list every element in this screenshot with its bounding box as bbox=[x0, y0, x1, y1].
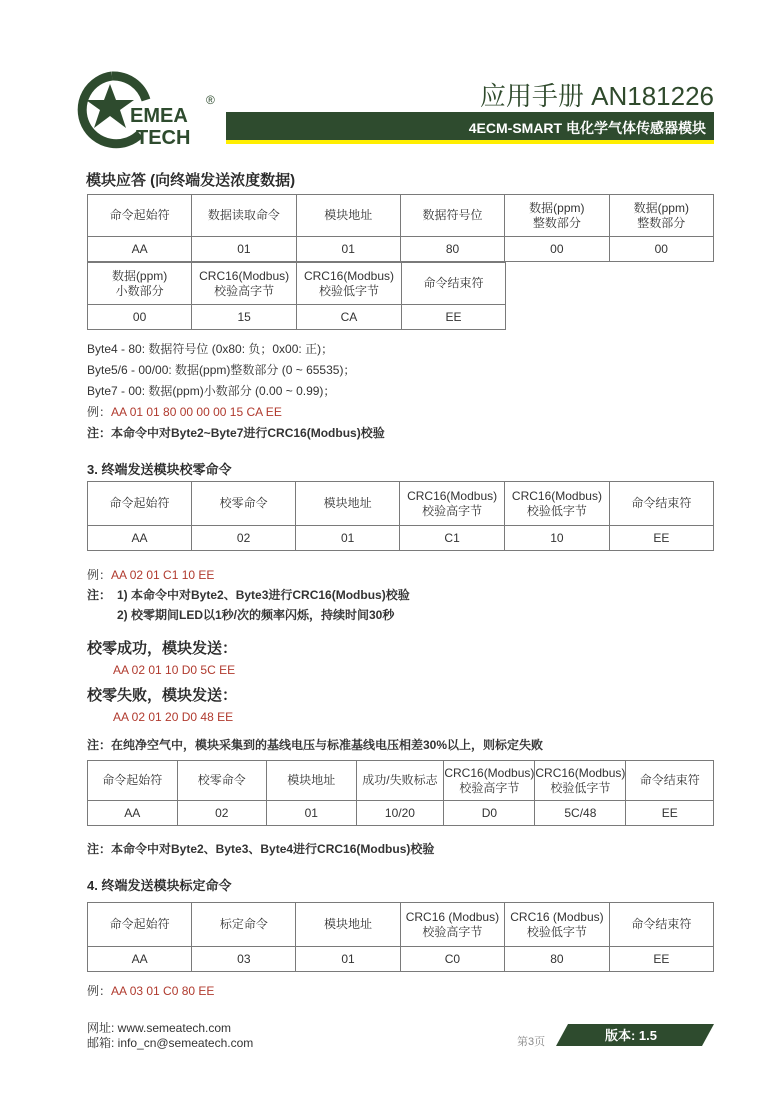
table-cell: EE bbox=[626, 801, 714, 826]
table-header-cell: CRC16 (Modbus) 校验低字节 bbox=[505, 903, 610, 947]
version-text: 版本: 1.5 bbox=[604, 1028, 658, 1043]
example-value: AA 01 01 80 00 00 00 15 CA EE bbox=[111, 405, 282, 419]
table-header-cell: 成功/失败标志 bbox=[356, 761, 444, 801]
table-cell: 01 bbox=[296, 237, 400, 262]
note-line: Byte5/6 - 00/00: 数据(ppm)整数部分 (0 ~ 65535)； bbox=[87, 363, 356, 377]
table-header-cell: CRC16(Modbus) 校验低字节 bbox=[297, 263, 402, 305]
fail-value: AA 02 01 20 D0 48 EE bbox=[113, 710, 234, 724]
table-header-cell: 数据(ppm) 整数部分 bbox=[505, 195, 609, 237]
zero-reply-table bbox=[87, 760, 714, 826]
success-heading: 校零成功，模块发送： bbox=[87, 640, 238, 657]
table-cell: 10/20 bbox=[356, 801, 444, 826]
header-band bbox=[226, 112, 714, 140]
remark-line: 注：本命令中对Byte2、Byte3、Byte4进行CRC16(Modbus)校验 bbox=[87, 842, 435, 856]
table-cell: AA bbox=[88, 237, 192, 262]
table-cell: CA bbox=[297, 305, 402, 330]
table-header-cell: 命令结束符 bbox=[626, 761, 714, 801]
accent-line bbox=[226, 140, 714, 144]
table-row bbox=[88, 305, 506, 330]
zero-command-table bbox=[87, 481, 714, 551]
table-row bbox=[88, 195, 714, 237]
document-title: 应用手册 AN181226 bbox=[479, 81, 714, 111]
logo-text-emea: EMEA bbox=[130, 105, 188, 127]
footer-email: 邮箱: info_cn@semeatech.com bbox=[87, 1036, 254, 1050]
fail-note: 注：在纯净空气中，模块采集到的基线电压与标准基线电压相差30%以上，则标定失败 bbox=[87, 738, 544, 752]
table-header-cell: CRC16 (Modbus) 校验高字节 bbox=[400, 903, 505, 947]
registered-mark: ® bbox=[206, 93, 215, 107]
table-cell: 02 bbox=[192, 526, 296, 551]
section-heading-zero: 3. 终端发送模块校零命令 bbox=[87, 462, 232, 477]
remark-label: 注： bbox=[87, 588, 112, 602]
example-value: AA 02 01 C1 10 EE bbox=[111, 568, 215, 582]
table-cell: AA bbox=[88, 526, 192, 551]
table-row bbox=[88, 526, 714, 551]
remark-line: 2) 校零期间LED以1秒/次的频率闪烁，持续时间30秒 bbox=[117, 608, 395, 622]
table-row bbox=[88, 237, 714, 262]
table-header-cell: 标定命令 bbox=[192, 903, 296, 947]
table-header-cell: 模块地址 bbox=[296, 903, 400, 947]
table-cell: 00 bbox=[609, 237, 713, 262]
table-header-cell: 命令结束符 bbox=[609, 482, 713, 526]
table-header-cell: CRC16(Modbus) 校验低字节 bbox=[535, 761, 626, 801]
table-cell: 01 bbox=[296, 526, 400, 551]
table-header-cell: 校零命令 bbox=[192, 482, 296, 526]
calibration-table bbox=[87, 902, 714, 972]
example-label: 例： bbox=[87, 984, 112, 998]
table-header-cell: 命令起始符 bbox=[88, 195, 192, 237]
table-header-cell: 命令起始符 bbox=[88, 903, 192, 947]
response-table bbox=[87, 194, 714, 262]
table-cell: AA bbox=[88, 801, 178, 826]
example-label: 例： bbox=[87, 405, 112, 419]
table-cell: C0 bbox=[400, 947, 505, 972]
table-cell: 00 bbox=[88, 305, 192, 330]
fail-heading: 校零失败，模块发送： bbox=[87, 687, 238, 704]
table-cell: EE bbox=[401, 305, 505, 330]
example-line bbox=[87, 982, 214, 999]
version-badge bbox=[556, 1024, 714, 1046]
table-header-cell: 命令起始符 bbox=[88, 761, 178, 801]
remark-line: 1) 本命令中对Byte2、Byte3进行CRC16(Modbus)校验 bbox=[117, 588, 410, 602]
note-line: Byte7 - 00: 数据(ppm)小数部分 (0.00 ~ 0.99)； bbox=[87, 384, 336, 398]
table-row bbox=[88, 801, 714, 826]
table-header-cell: 模块地址 bbox=[296, 195, 400, 237]
example-line bbox=[87, 566, 214, 583]
table-header-cell: 命令结束符 bbox=[401, 263, 505, 305]
table-cell: 5C/48 bbox=[535, 801, 626, 826]
table-cell: 00 bbox=[505, 237, 609, 262]
table-header-cell: 校零命令 bbox=[177, 761, 266, 801]
table-header-cell: 数据符号位 bbox=[400, 195, 504, 237]
table-cell: 03 bbox=[192, 947, 296, 972]
semeatech-logo bbox=[74, 70, 224, 150]
success-value: AA 02 01 10 D0 5C EE bbox=[113, 663, 236, 677]
table-cell: 15 bbox=[192, 305, 297, 330]
table-row bbox=[88, 761, 714, 801]
table-cell: 01 bbox=[267, 801, 356, 826]
table-cell: 80 bbox=[505, 947, 610, 972]
table-header-cell: 命令起始符 bbox=[88, 482, 192, 526]
table-cell: D0 bbox=[444, 801, 535, 826]
section-heading-response: 模块应答 (向终端发送浓度数据) bbox=[86, 172, 296, 189]
section-heading-calibration: 4. 终端发送模块标定命令 bbox=[87, 878, 232, 893]
table-header-cell: CRC16(Modbus) 校验高字节 bbox=[400, 482, 505, 526]
table-cell: 01 bbox=[192, 237, 296, 262]
table-header-cell: CRC16(Modbus) 校验高字节 bbox=[192, 263, 297, 305]
table-header-cell: 模块地址 bbox=[267, 761, 356, 801]
note-line: Byte4 - 80: 数据符号位 (0x80: 负；0x00: 正)； bbox=[87, 342, 334, 356]
table-cell: 01 bbox=[296, 947, 400, 972]
table-cell: EE bbox=[609, 947, 713, 972]
table-row bbox=[88, 903, 714, 947]
table-header-cell: 数据(ppm) 小数部分 bbox=[88, 263, 192, 305]
page-number: 第3页 bbox=[517, 1036, 546, 1048]
table-row bbox=[88, 263, 506, 305]
table-row bbox=[88, 482, 714, 526]
table-row bbox=[88, 947, 714, 972]
table-cell: EE bbox=[609, 526, 713, 551]
table-cell: C1 bbox=[400, 526, 505, 551]
table-cell: 80 bbox=[400, 237, 504, 262]
table-header-cell: CRC16(Modbus) 校验高字节 bbox=[444, 761, 535, 801]
remark-line: 注：本命令中对Byte2~Byte7进行CRC16(Modbus)校验 bbox=[87, 426, 385, 440]
example-label: 例： bbox=[87, 568, 112, 582]
table-cell: 02 bbox=[177, 801, 266, 826]
table-header-cell: 命令结束符 bbox=[609, 903, 713, 947]
example-line bbox=[87, 403, 282, 420]
logo-text-tech: TECH bbox=[136, 127, 191, 149]
table-header-cell: 模块地址 bbox=[296, 482, 400, 526]
footer-website: 网址: www.semeatech.com bbox=[87, 1021, 232, 1035]
table-header-cell: 数据(ppm) 整数部分 bbox=[609, 195, 713, 237]
table-header-cell: 数据读取命令 bbox=[192, 195, 296, 237]
example-value: AA 03 01 C0 80 EE bbox=[111, 984, 215, 998]
table-header-cell: CRC16(Modbus) 校验低字节 bbox=[505, 482, 610, 526]
document-subtitle: 4ECM-SMART 电化学气体传感器模块 bbox=[468, 120, 706, 136]
response-table-2 bbox=[87, 262, 506, 330]
table-cell: 10 bbox=[505, 526, 610, 551]
table-cell: AA bbox=[88, 947, 192, 972]
